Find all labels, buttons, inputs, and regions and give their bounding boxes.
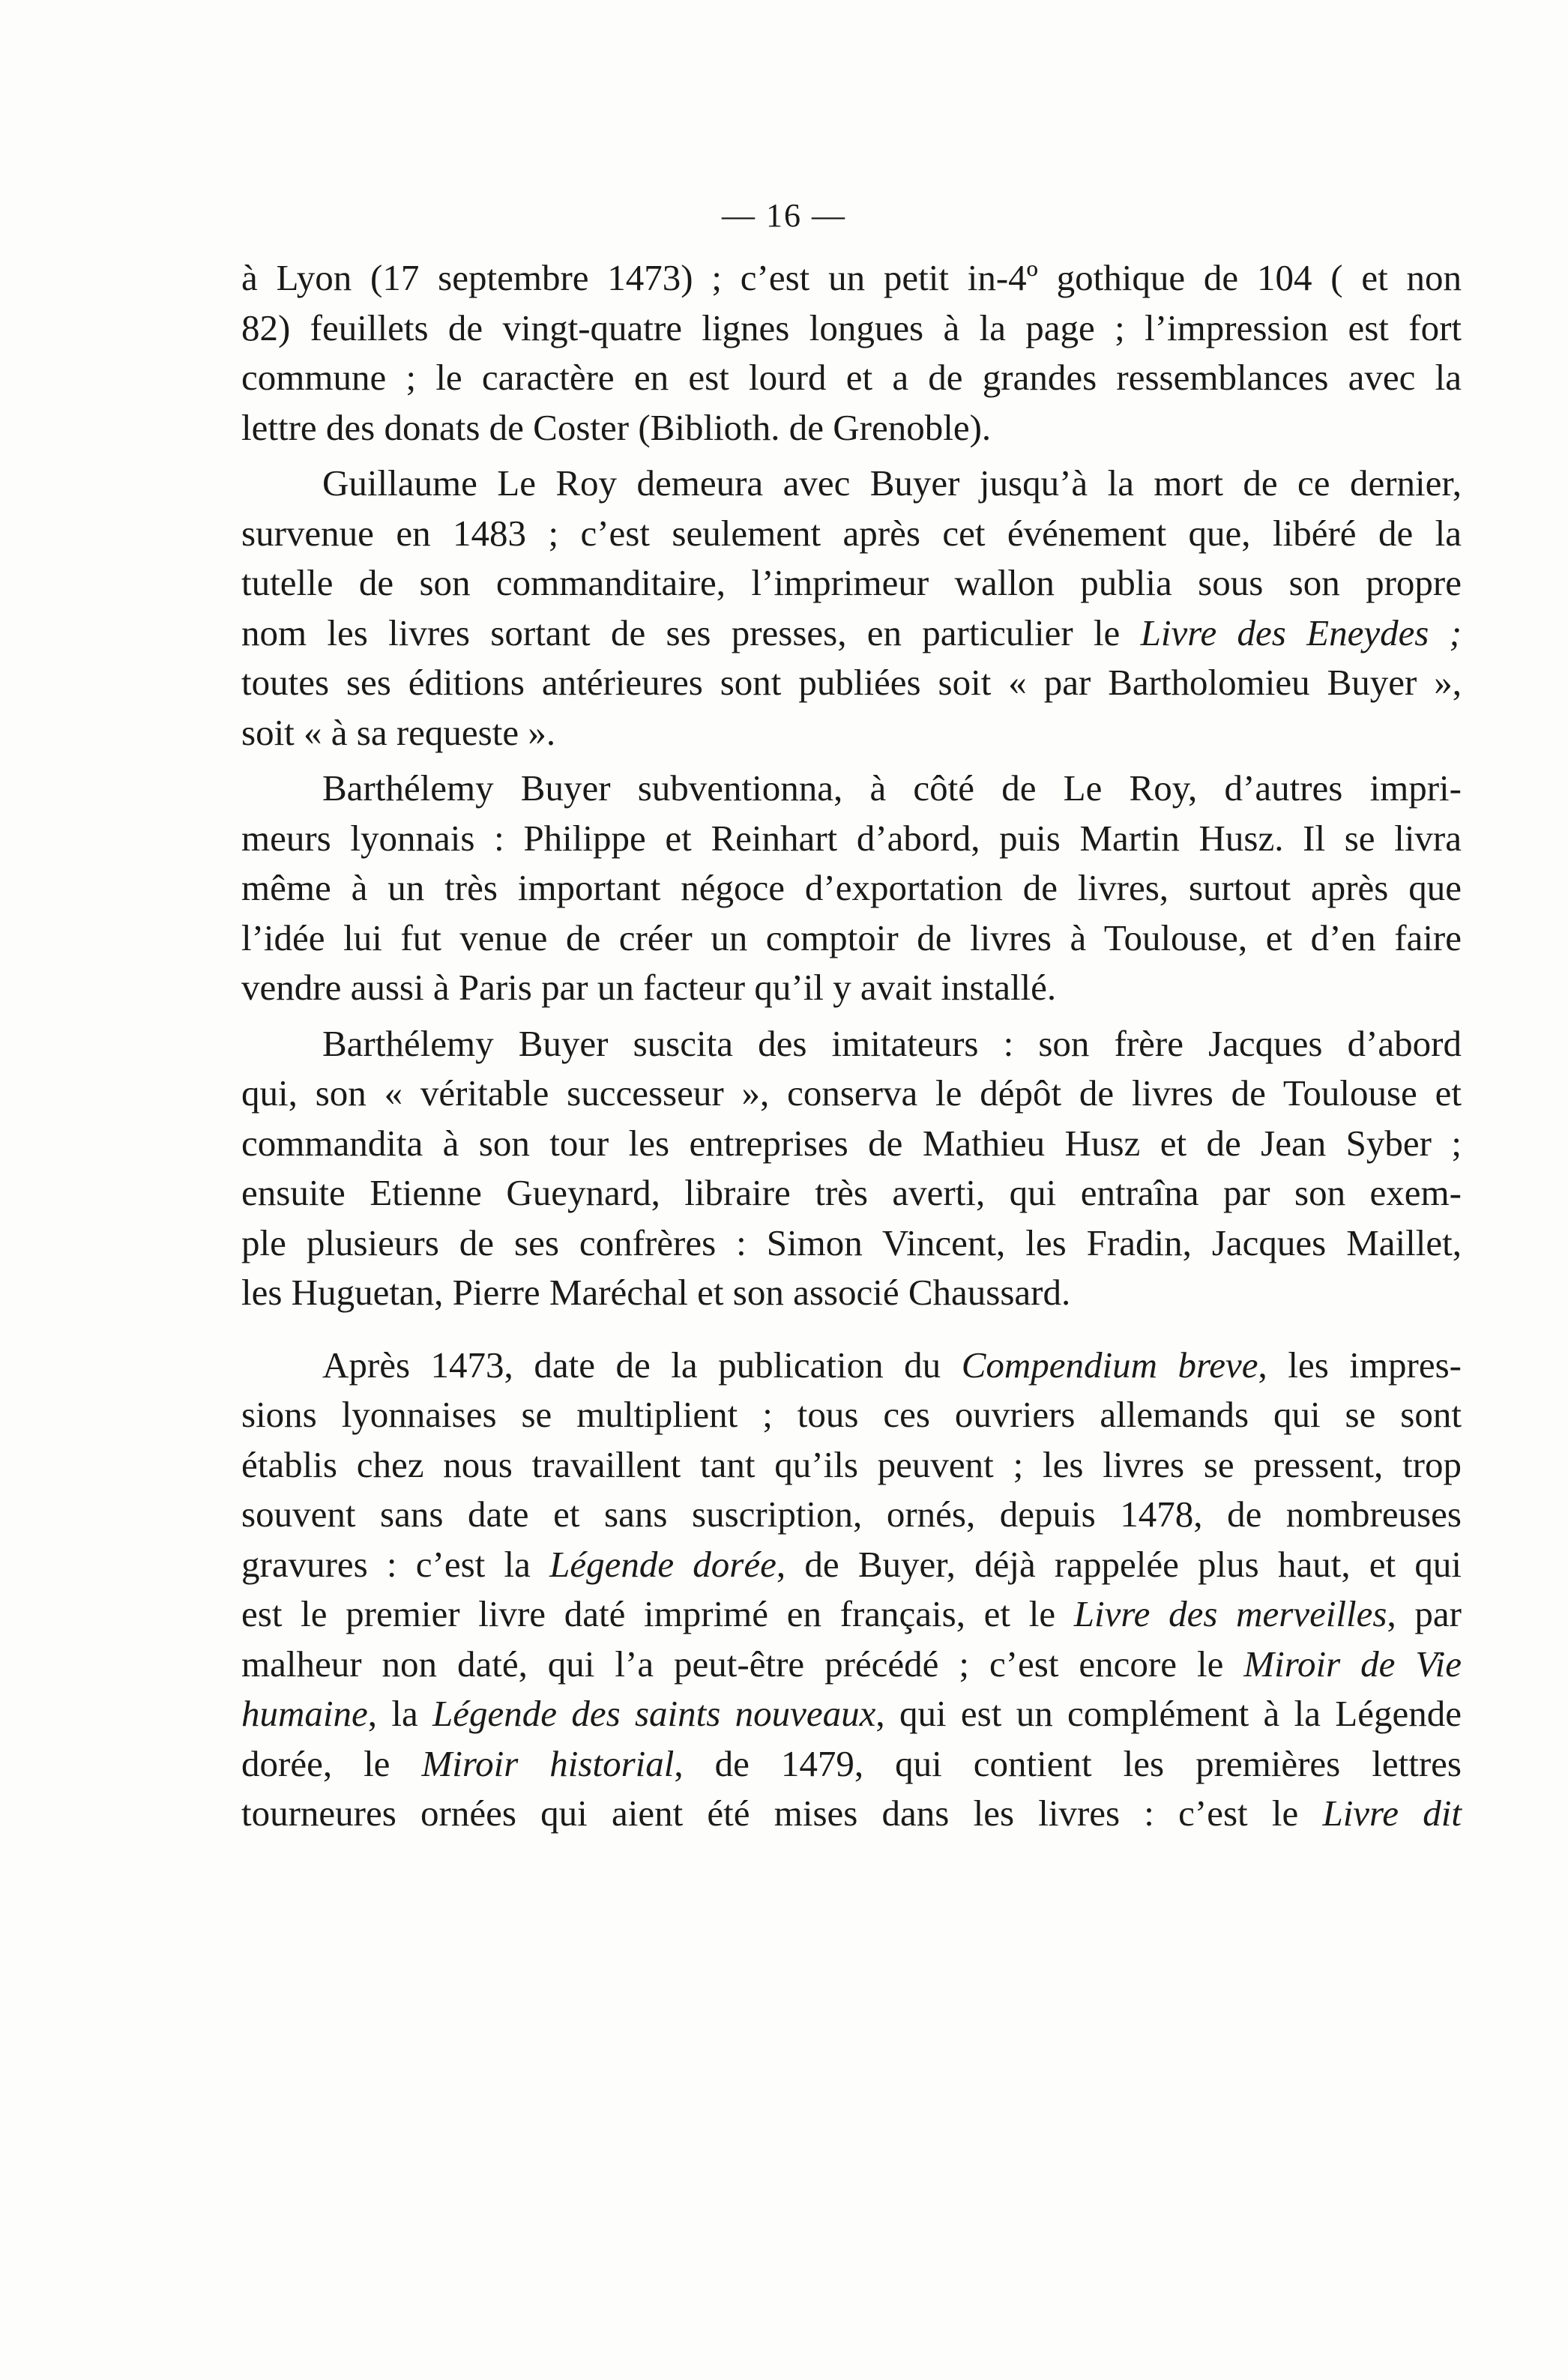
text-segment: nom les livres sortant de ses presses, en particulier le bbox=[241, 611, 1141, 653]
text-segment: survenue en 1483 ; c’est seulement après cet événement que, libéré de la bbox=[241, 512, 1462, 554]
text-line bbox=[241, 1168, 1462, 1218]
text-segment: gravures : c’est la bbox=[241, 1543, 550, 1585]
text-line bbox=[241, 303, 1462, 354]
text-line bbox=[241, 1540, 1462, 1590]
text-segment: Après 1473, date de la publication du bbox=[322, 1344, 962, 1386]
text-line bbox=[241, 1268, 1462, 1318]
text-segment: souvent sans date et sans suscription, ornés, depuis 1478, de nombreuses bbox=[241, 1493, 1462, 1535]
text-segment: même à un très important négoce d’exportation de livres, surtout après que bbox=[241, 867, 1462, 908]
text-line bbox=[241, 253, 1462, 303]
text-segment: sions lyonnaises se multiplient ; tous ces ouvriers allemands qui se sont bbox=[241, 1394, 1462, 1435]
text-line bbox=[241, 1689, 1462, 1739]
italic-title: Légende dorée bbox=[549, 1543, 777, 1585]
text-segment: Barthélemy Buyer suscita des imitateurs : son frère Jacques d’abord bbox=[322, 1022, 1462, 1064]
italic-title: Livre des merveilles bbox=[1073, 1593, 1387, 1634]
text-segment: commandita à son tour les entreprises de Mathieu Husz et de Jean Syber ; bbox=[241, 1122, 1462, 1164]
italic-title: Légende des saints nouveaux bbox=[432, 1693, 876, 1734]
italic-title: Miroir de Vie bbox=[1243, 1643, 1462, 1685]
text-segment: commune ; le caractère en est lourd et a de grandes ressemblances avec la bbox=[241, 357, 1462, 398]
text-segment: établis chez nous travaillent tant qu’ils peuvent ; les livres se pressent, trop bbox=[241, 1443, 1462, 1485]
text-line bbox=[241, 1739, 1462, 1789]
text-line bbox=[241, 764, 1462, 814]
text-segment: malheur non daté, qui l’a peut-être précédé ; c’est encore le bbox=[241, 1643, 1244, 1685]
text-line bbox=[241, 1490, 1462, 1540]
text-line bbox=[241, 403, 1462, 453]
text-segment: vendre aussi à Paris par un facteur qu’il y avait installé. bbox=[241, 967, 1057, 1008]
paragraph bbox=[241, 1341, 1462, 1839]
text-segment: 82) feuillets de vingt-quatre lignes longues à la page ; l’impression est fort bbox=[241, 306, 1462, 348]
text-line bbox=[241, 1019, 1462, 1069]
text-line bbox=[241, 1390, 1462, 1440]
paragraph bbox=[241, 764, 1462, 1013]
text-segment: qui, son « véritable successeur », conserva le dépôt de livres de Toulouse et bbox=[241, 1072, 1462, 1114]
text-segment: Barthélemy Buyer subventionna, à côté de Le Roy, d’autres impri- bbox=[322, 767, 1462, 809]
text-segment: , les impres- bbox=[1258, 1344, 1462, 1386]
text-line bbox=[241, 658, 1462, 708]
text-segment: Guillaume Le Roy demeura avec Buyer jusqu’à la mort de ce dernier, bbox=[322, 462, 1462, 504]
text-line bbox=[241, 863, 1462, 913]
text-line bbox=[241, 558, 1462, 608]
text-line bbox=[241, 1589, 1462, 1640]
text-segment: soit « à sa requeste ». bbox=[241, 711, 556, 753]
text-line bbox=[241, 509, 1462, 559]
text-line bbox=[241, 814, 1462, 864]
text-line bbox=[241, 353, 1462, 403]
text-line bbox=[241, 1218, 1462, 1269]
body-text bbox=[241, 253, 1462, 1845]
text-line bbox=[241, 963, 1462, 1013]
text-line bbox=[241, 1440, 1462, 1490]
text-segment: dorée, le bbox=[241, 1742, 422, 1784]
text-segment: ple plusieurs de ses confrères : Simon Vincent, les Fradin, Jacques Maillet, bbox=[241, 1221, 1462, 1263]
text-segment: toutes ses éditions antérieures sont publiées soit « par Bartholomieu Buyer », bbox=[241, 662, 1462, 703]
page-number: — 16 — bbox=[722, 197, 846, 234]
text-line bbox=[241, 1341, 1462, 1391]
text-segment: à Lyon (17 septembre 1473) ; c’est un petit in-4º gothique de 104 ( et non bbox=[241, 257, 1462, 298]
paragraph bbox=[241, 459, 1462, 758]
text-line bbox=[241, 1640, 1462, 1690]
text-line bbox=[241, 608, 1462, 659]
italic-title: Compendium breve bbox=[961, 1344, 1258, 1386]
text-line bbox=[241, 913, 1462, 964]
text-line bbox=[241, 1119, 1462, 1169]
text-segment: ensuite Etienne Gueynard, libraire très averti, qui entraîna par son exem- bbox=[241, 1172, 1462, 1213]
text-segment: , de 1479, qui contient les premières lettres bbox=[674, 1742, 1462, 1784]
text-segment: l’idée lui fut venue de créer un comptoir de livres à Toulouse, et d’en faire bbox=[241, 916, 1462, 958]
text-line bbox=[241, 1789, 1462, 1839]
italic-title: Miroir historial bbox=[421, 1742, 675, 1784]
text-segment: lettre des donats de Coster (Biblioth. de Grenoble). bbox=[241, 406, 992, 448]
text-line bbox=[241, 1069, 1462, 1119]
text-segment: , la bbox=[367, 1693, 433, 1734]
paragraph bbox=[241, 1019, 1462, 1318]
text-line bbox=[241, 459, 1462, 509]
text-segment: , qui est un complément à la Légende bbox=[875, 1693, 1462, 1734]
text-segment: est le premier livre daté imprimé en français, et le bbox=[241, 1593, 1074, 1634]
text-segment: meurs lyonnais : Philippe et Reinhart d’abord, puis Martin Husz. Il se livra bbox=[241, 817, 1462, 859]
italic-title: Livre des Eneydes ; bbox=[1140, 611, 1462, 653]
text-line bbox=[241, 708, 1462, 758]
text-segment: tutelle de son commanditaire, l’imprimeur wallon publia sous son propre bbox=[241, 562, 1462, 603]
text-segment: tourneures ornées qui aient été mises dans les livres : c’est le bbox=[241, 1792, 1323, 1834]
text-segment: , par bbox=[1387, 1593, 1462, 1634]
italic-title: Livre dit bbox=[1322, 1792, 1462, 1834]
italic-title: humaine bbox=[241, 1693, 368, 1734]
paragraph bbox=[241, 253, 1462, 453]
text-segment: les Huguetan, Pierre Maréchal et son associé Chaussard. bbox=[241, 1272, 1071, 1313]
text-segment: , de Buyer, déjà rappelée plus haut, et qui bbox=[776, 1543, 1462, 1585]
